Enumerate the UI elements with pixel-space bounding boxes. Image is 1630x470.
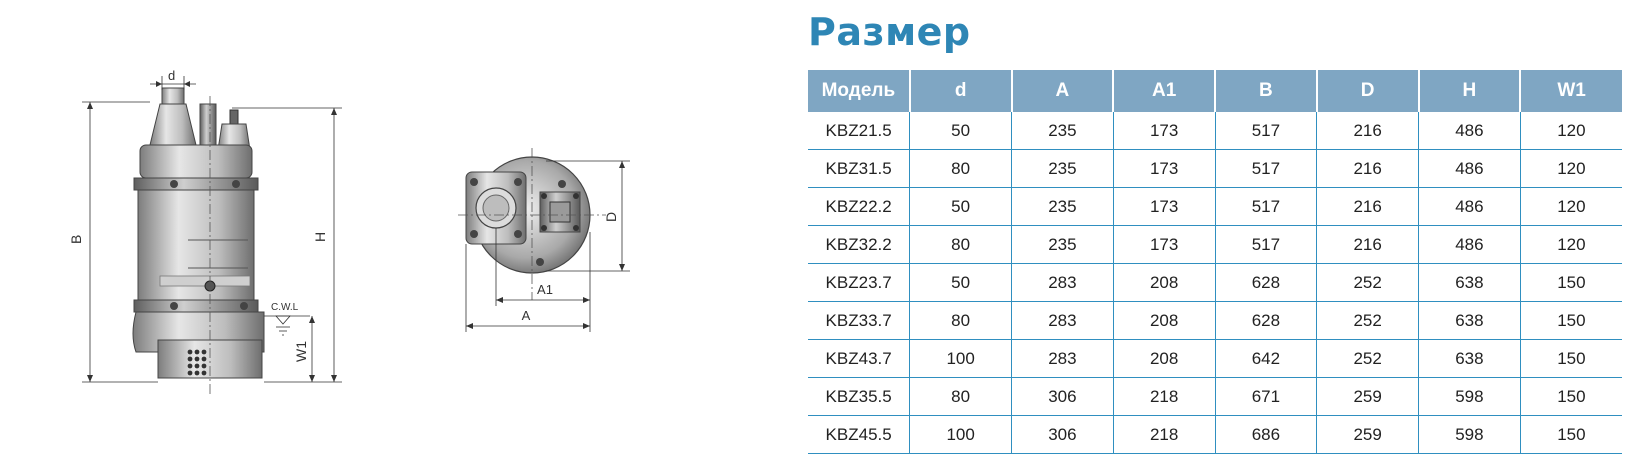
header-model: Модель: [808, 70, 910, 112]
cell-a1: 208: [1113, 340, 1215, 378]
pump-side-view: [133, 88, 264, 396]
cell-d: 80: [910, 302, 1012, 340]
table-row: [808, 340, 1622, 378]
label-a: A: [521, 308, 531, 323]
table-row: [808, 150, 1622, 188]
cell-w1: 150: [1520, 264, 1622, 302]
label-h: H: [312, 231, 328, 242]
cell-a: 235: [1012, 226, 1114, 264]
cell-d: 50: [910, 112, 1012, 150]
label-b: B: [68, 234, 84, 244]
cell-h: 486: [1419, 188, 1521, 226]
table-row: [808, 226, 1622, 264]
cell-d: 80: [910, 150, 1012, 188]
cell-b: 517: [1215, 112, 1317, 150]
cell-a1: 173: [1113, 150, 1215, 188]
cell-b: 517: [1215, 188, 1317, 226]
cell-d-size: 252: [1317, 340, 1419, 378]
cell-a1: 173: [1113, 226, 1215, 264]
cell-h: 486: [1419, 112, 1521, 150]
cell-a1: 173: [1113, 112, 1215, 150]
cell-a: 235: [1012, 150, 1114, 188]
cell-d: 100: [910, 416, 1012, 454]
cell-d-size: 216: [1317, 150, 1419, 188]
header-h: H: [1419, 70, 1521, 112]
cell-d: 50: [910, 264, 1012, 302]
label-cwl: C.W.L: [271, 302, 299, 313]
cell-h: 598: [1419, 416, 1521, 454]
cell-b: 628: [1215, 302, 1317, 340]
cell-b: 642: [1215, 340, 1317, 378]
cell-d-size: 216: [1317, 112, 1419, 150]
label-w1: W1: [293, 341, 309, 362]
cell-h: 486: [1419, 226, 1521, 264]
cell-d-size: 259: [1317, 416, 1419, 454]
cell-model: KBZ35.5: [808, 378, 910, 416]
cell-d-size: 252: [1317, 302, 1419, 340]
table-row: [808, 302, 1622, 340]
cell-a: 283: [1012, 264, 1114, 302]
cell-d: 50: [910, 188, 1012, 226]
section-title: Размер: [808, 10, 971, 54]
table-row: [808, 112, 1622, 150]
cell-model: KBZ45.5: [808, 416, 910, 454]
table-row: [808, 264, 1622, 302]
cell-a1: 218: [1113, 378, 1215, 416]
cell-a1: 208: [1113, 302, 1215, 340]
cell-a1: 218: [1113, 416, 1215, 454]
cell-model: KBZ23.7: [808, 264, 910, 302]
label-a1: A1: [537, 282, 553, 297]
cell-b: 671: [1215, 378, 1317, 416]
table-row: [808, 416, 1622, 454]
cell-h: 486: [1419, 150, 1521, 188]
cell-d-size: 216: [1317, 188, 1419, 226]
cell-a1: 173: [1113, 188, 1215, 226]
cell-a: 283: [1012, 340, 1114, 378]
table-row: [808, 188, 1622, 226]
cell-model: KBZ32.2: [808, 226, 910, 264]
cell-h: 638: [1419, 302, 1521, 340]
header-a1: A1: [1113, 70, 1215, 112]
header-b: B: [1215, 70, 1317, 112]
header-w1: W1: [1520, 70, 1622, 112]
cell-model: KBZ31.5: [808, 150, 910, 188]
cell-w1: 150: [1520, 378, 1622, 416]
cell-b: 686: [1215, 416, 1317, 454]
cell-a: 306: [1012, 378, 1114, 416]
dimension-w1: [264, 302, 315, 382]
cell-d: 100: [910, 340, 1012, 378]
cell-model: KBZ22.2: [808, 188, 910, 226]
cell-b: 517: [1215, 226, 1317, 264]
header-a: A: [1012, 70, 1114, 112]
cell-b: 628: [1215, 264, 1317, 302]
cell-d-size: 216: [1317, 226, 1419, 264]
cell-d-size: 259: [1317, 378, 1419, 416]
cell-d-size: 252: [1317, 264, 1419, 302]
label-d-top: D: [603, 211, 619, 222]
cell-model: KBZ21.5: [808, 112, 910, 150]
dimensions-table: [808, 70, 1622, 454]
cell-h: 638: [1419, 264, 1521, 302]
header-d: d: [910, 70, 1012, 112]
cell-w1: 120: [1520, 188, 1622, 226]
cell-w1: 150: [1520, 340, 1622, 378]
cell-a1: 208: [1113, 264, 1215, 302]
cell-b: 517: [1215, 150, 1317, 188]
dimension-d: [150, 68, 196, 90]
cell-model: KBZ33.7: [808, 302, 910, 340]
header-d-size: D: [1317, 70, 1419, 112]
cell-h: 638: [1419, 340, 1521, 378]
cell-model: KBZ43.7: [808, 340, 910, 378]
pump-drawings: [0, 0, 790, 470]
cell-a: 283: [1012, 302, 1114, 340]
cell-a: 235: [1012, 188, 1114, 226]
table-row: [808, 378, 1622, 416]
table-header-row: [808, 70, 1622, 112]
cell-w1: 150: [1520, 416, 1622, 454]
cell-w1: 150: [1520, 302, 1622, 340]
cell-w1: 120: [1520, 112, 1622, 150]
cell-a: 235: [1012, 112, 1114, 150]
label-d: d: [168, 68, 176, 83]
cell-a: 306: [1012, 416, 1114, 454]
cell-d: 80: [910, 226, 1012, 264]
cell-h: 598: [1419, 378, 1521, 416]
cell-d: 80: [910, 378, 1012, 416]
cell-w1: 120: [1520, 150, 1622, 188]
cell-w1: 120: [1520, 226, 1622, 264]
pump-top-view: [458, 148, 606, 300]
